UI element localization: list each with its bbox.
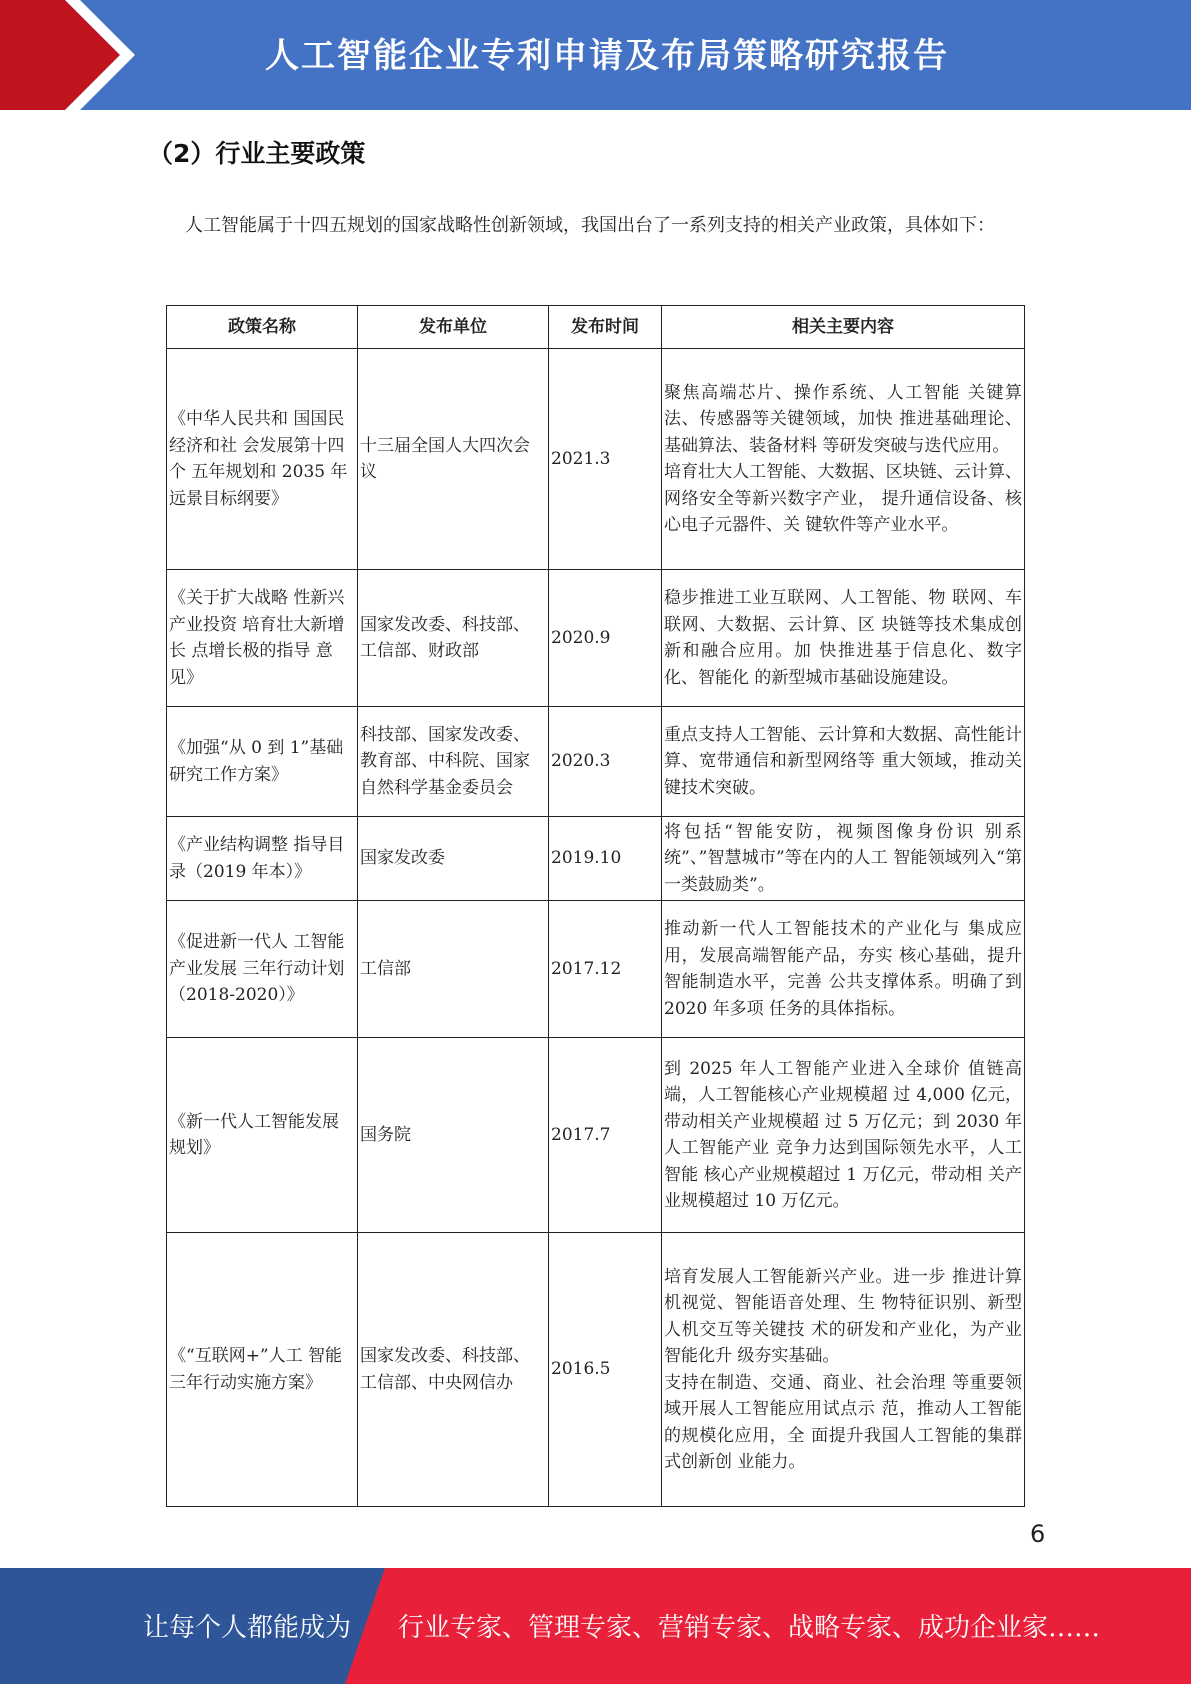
policy-issuer: 科技部、国家发改委、教育部、中科院、国家自然科学基金委员会 [358, 707, 549, 817]
table-row [167, 901, 1025, 1038]
policy-name: 《新一代人工智能发展规划》 [167, 1038, 358, 1233]
page-header [0, 0, 1191, 110]
policy-content: 将包括“智能安防，视频图像身份识 别系统”、”智慧城市”等在内的人工 智能领域列入“第一类鼓励类”。 [662, 817, 1025, 901]
header-date: 发布时间 [549, 306, 662, 349]
policy-name: 《促进新一代人 工智能产业发展 三年行动计划（2018-2020）》 [167, 901, 358, 1038]
footer-slogan-right: 行业专家、管理专家、营销专家、战略专家、成功企业家…… [398, 1613, 1101, 1643]
header-policy-name: 政策名称 [167, 306, 358, 349]
policy-issuer: 国家发改委、科技部、工信部、财政部 [358, 570, 549, 707]
policy-date: 2019.10 [549, 817, 662, 901]
table-row [167, 707, 1025, 817]
policy-date: 2020.9 [549, 570, 662, 707]
table-row [167, 1038, 1025, 1233]
table-header-row [167, 306, 1025, 349]
intro-paragraph: 人工智能属于十四五规划的国家战略性创新领域，我国出台了一系列支持的相关产业政策，具体如下： [185, 215, 995, 236]
policy-issuer: 国家发改委 [358, 817, 549, 901]
policy-content: 到 2025 年人工智能产业进入全球价 值链高端，人工智能核心产业规模超 过 4,000 亿元，带动相关产业规模超 过 5 万亿元；到 2030 年人工智能产业 竞争力达到国际领先水平，人工智能 核心产业规模超过 1 万亿元，带动相 关产业规模超过 10 万亿元。 [662, 1038, 1025, 1233]
page-number: 6 [1030, 1520, 1046, 1548]
policy-content: 培育发展人工智能新兴产业。进一步 推进计算机视觉、智能语音处理、生 物特征识别、新型人机交互等关键技 术的研发和产业化，为产业智能化升 级夯实基础。 支持在制造、交通、商业、社会治理 等重要领域开展人工智能应用试点示 范，推动人工智能的规模化应用，全 面提升我国人工智能的集群式创新创 业能力。 [662, 1233, 1025, 1507]
footer-slogan-left: 让每个人都能成为 [143, 1613, 352, 1643]
policy-issuer: 国家发改委、科技部、工信部、中央网信办 [358, 1233, 549, 1507]
policy-content: 重点支持人工智能、云计算和大数据、高性能计算、宽带通信和新型网络等 重大领域，推动关键技术突破。 [662, 707, 1025, 817]
header-issuer: 发布单位 [358, 306, 549, 349]
policy-date: 2020.3 [549, 707, 662, 817]
policy-content: 稳步推进工业互联网、人工智能、物 联网、车联网、大数据、云计算、区 块链等技术集成创新和融合应用。加 快推进基于信息化、数字化、智能化 的新型城市基础设施建设。 [662, 570, 1025, 707]
table-row [167, 1233, 1025, 1507]
policy-issuer: 十三届全国人大四次会议 [358, 349, 549, 570]
policy-table [166, 305, 1025, 1507]
policy-name: 《中华人民共和 国国民经济和社 会发展第十四个 五年规划和 2035 年远景目标纲要》 [167, 349, 358, 570]
policy-date: 2017.12 [549, 901, 662, 1038]
policy-date: 2016.5 [549, 1233, 662, 1507]
policy-issuer: 工信部 [358, 901, 549, 1038]
policy-name: 《“互联网+”人工 智能三年行动实施方案》 [167, 1233, 358, 1507]
header-arrow-shape [0, 0, 160, 110]
policy-date: 2017.7 [549, 1038, 662, 1233]
section-title: （2）行业主要政策 [148, 139, 366, 168]
policy-content: 聚焦高端芯片、操作系统、人工智能 关键算法、传感器等关键领域，加快 推进基础理论、基础算法、装备材料 等研发突破与迭代应用。 培育壮大人工智能、大数据、区块链、云计算、网络安全等新兴数字产业， 提升通信设备、核心电子元器件、关 键软件等产业水平。 [662, 349, 1025, 570]
table-row [167, 349, 1025, 570]
table-row [167, 570, 1025, 707]
policy-date: 2021.3 [549, 349, 662, 570]
policy-issuer: 国务院 [358, 1038, 549, 1233]
policy-name: 《关于扩大战略 性新兴产业投资 培育壮大新增长 点增长极的指导 意见》 [167, 570, 358, 707]
header-content: 相关主要内容 [662, 306, 1025, 349]
document-title: 人工智能企业专利申请及布局策略研究报告 [265, 36, 949, 76]
page-footer [0, 1568, 1191, 1684]
table-row [167, 817, 1025, 901]
policy-name: 《加强“从 0 到 1”基础研究工作方案》 [167, 707, 358, 817]
policy-name: 《产业结构调整 指导目录（2019 年本）》 [167, 817, 358, 901]
policy-content: 推动新一代人工智能技术的产业化与 集成应用，发展高端智能产品，夯实 核心基础，提升智能制造水平，完善 公共支撑体系。明确了到 2020 年多项 任务的具体指标。 [662, 901, 1025, 1038]
